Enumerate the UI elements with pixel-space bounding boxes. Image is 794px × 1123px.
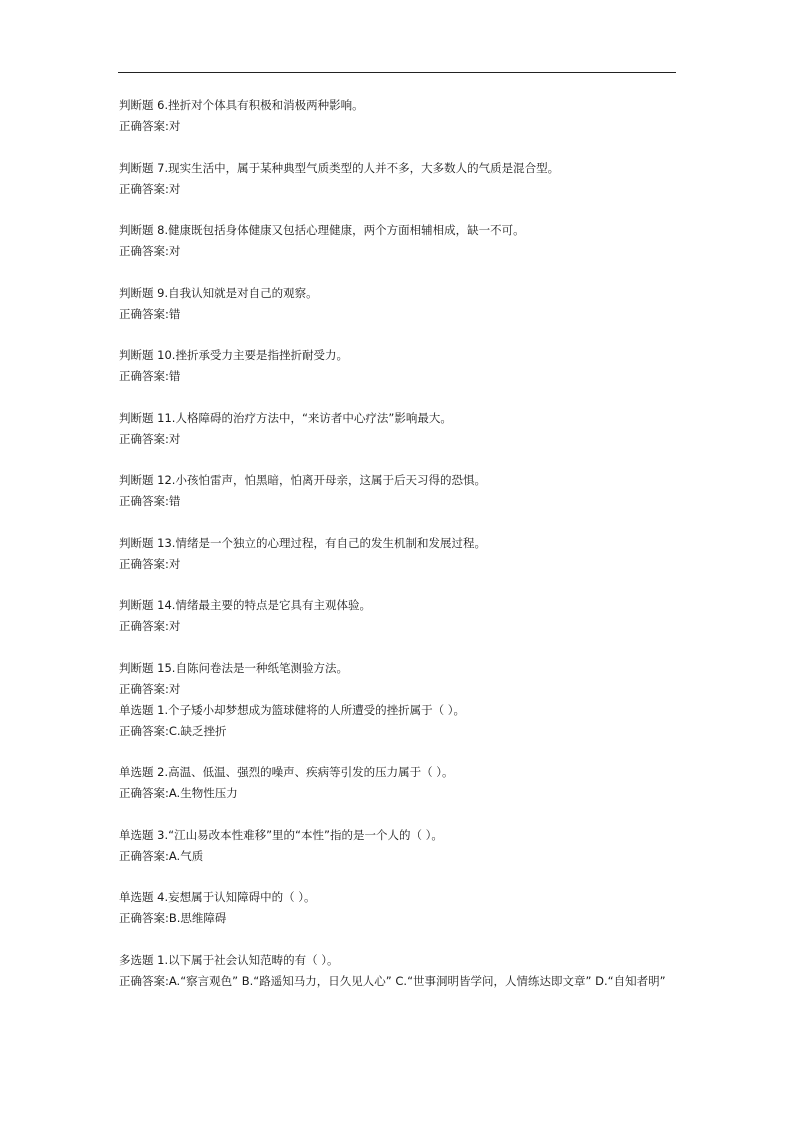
question-item — [119, 158, 679, 200]
question-text: 判断题 14.情绪最主要的特点是它具有主观体验。 — [119, 598, 371, 612]
question-text: 单选题 2.高温、低温、强烈的噪声、疾病等引发的压力属于（ ）。 — [119, 765, 454, 779]
question-text: 判断题 15.自陈问卷法是一种纸笔测验方法。 — [119, 660, 348, 675]
question-item — [119, 220, 679, 262]
question-text: 判断题 12.小孩怕雷声，怕黑暗，怕离开母亲，这属于后天习得的恐惧。 — [119, 473, 486, 487]
question-item — [119, 700, 679, 742]
answer-text: 正确答案:错 — [119, 494, 181, 508]
question-item — [119, 887, 679, 929]
question-text: 单选题 1.个子矮小却梦想成为篮球健将的人所遭受的挫折属于（ ）。 — [119, 702, 466, 717]
question-list — [119, 95, 679, 992]
question-text: 多选题 1.以下属于社会认知范畴的有（ ）。 — [119, 952, 339, 967]
answer-text: 正确答案:错 — [119, 306, 181, 321]
question-item — [119, 950, 679, 992]
question-text: 判断题 6.挫折对个体具有积极和消极两种影响。 — [119, 98, 364, 112]
answer-text: 正确答案:A.气质 — [119, 848, 204, 863]
question-text: 判断题 9.自我认知就是对自己的观察。 — [119, 285, 318, 300]
question-item — [119, 825, 679, 867]
question-item — [119, 595, 679, 637]
answer-text: 正确答案:错 — [119, 369, 181, 383]
question-item — [119, 533, 679, 575]
question-text: 单选题 3.“江山易改本性难移”里的“本性”指的是一个人的（ ）。 — [119, 827, 443, 842]
answer-text: 正确答案:A.生物性压力 — [119, 786, 238, 800]
question-text: 判断题 11.人格障碍的治疗方法中，“来访者中心疗法”影响最大。 — [119, 410, 452, 425]
question-text: 判断题 7.现实生活中，属于某种典型气质类型的人并不多，大多数人的气质是混合型。 — [119, 160, 560, 175]
question-item — [119, 658, 679, 700]
header-rule — [118, 72, 676, 73]
answer-text: 正确答案:对 — [119, 431, 181, 446]
question-text: 判断题 10.挫折承受力主要是指挫折耐受力。 — [119, 348, 348, 362]
answer-text: 正确答案:C.缺乏挫折 — [119, 723, 227, 738]
question-item — [119, 762, 679, 804]
answer-text: 正确答案:B.思维障碍 — [119, 911, 227, 925]
answer-text: 正确答案:对 — [119, 181, 181, 196]
answer-text: 正确答案:对 — [119, 556, 181, 571]
question-item — [119, 95, 679, 137]
question-item — [119, 345, 679, 387]
answer-text: 正确答案:对 — [119, 619, 181, 633]
answer-text: 正确答案:A.“察言观色” B.“路遥知马力，日久见人心” C.“世事洞明皆学问，人情练达即文章” D.“自知者明” — [119, 973, 666, 988]
answer-text: 正确答案:对 — [119, 244, 181, 258]
question-text: 单选题 4.妄想属于认知障碍中的（ ）。 — [119, 890, 316, 904]
question-text: 判断题 13.情绪是一个独立的心理过程，有自己的发生机制和发展过程。 — [119, 535, 486, 550]
question-item — [119, 283, 679, 325]
question-item — [119, 470, 679, 512]
answer-text: 正确答案:对 — [119, 119, 181, 133]
answer-text: 正确答案:对 — [119, 681, 181, 696]
question-text: 判断题 8.健康既包括身体健康又包括心理健康，两个方面相辅相成，缺一不可。 — [119, 223, 525, 237]
question-item — [119, 408, 679, 450]
